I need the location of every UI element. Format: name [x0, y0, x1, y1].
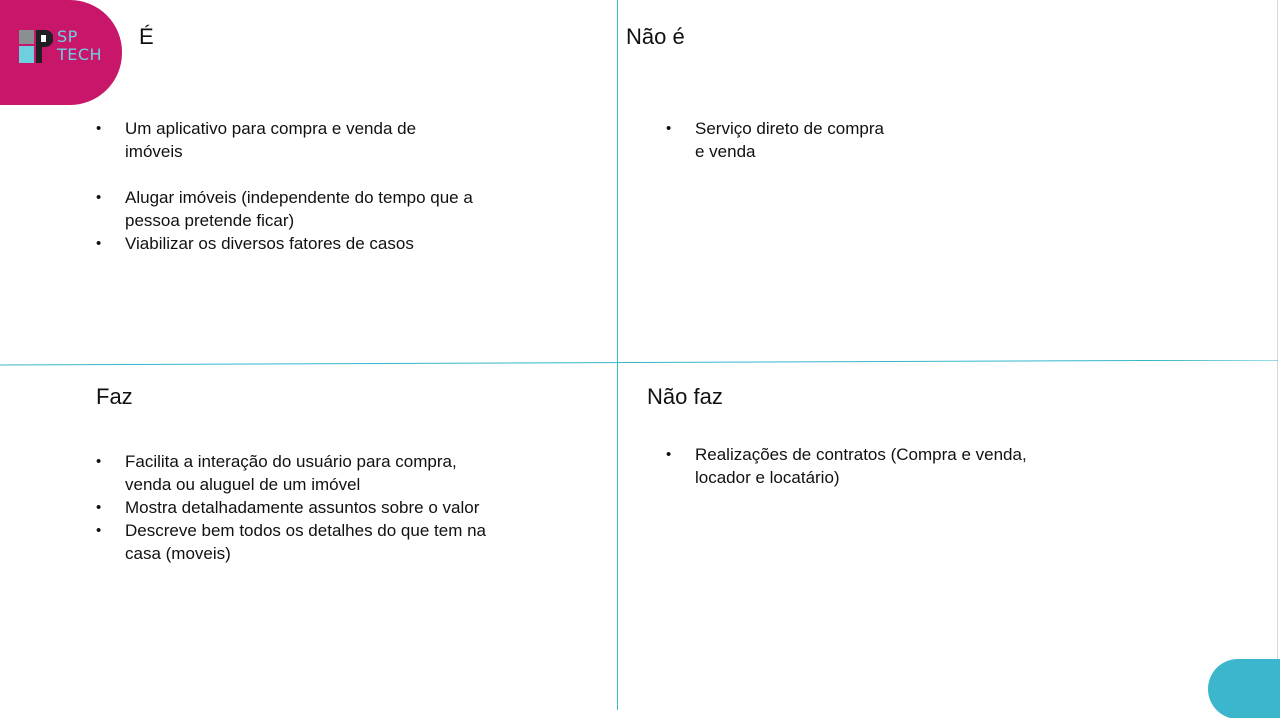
vertical-divider [617, 0, 618, 710]
list-item: • Facilita a interação do usuário para compra, venda ou aluguel de um imóvel [96, 450, 486, 496]
logo-line-sp: SP [57, 27, 78, 46]
sptech-logo-text [57, 28, 102, 64]
heading-is: É [139, 24, 154, 49]
list-item: • Viabilizar os diversos fatores de casos [96, 232, 476, 255]
list-does [96, 450, 486, 565]
list-item: • Mostra detalhadamente assuntos sobre o valor [96, 496, 486, 519]
decorative-pill [1208, 659, 1280, 718]
logo-line-tech: TECH [57, 45, 103, 64]
list-item: • Um aplicativo para compra e venda de imóveis [96, 117, 476, 163]
horizontal-divider [0, 360, 1278, 366]
list-item: • Descreve bem todos os detalhes do que tem na casa (moveis) [96, 519, 486, 565]
sptech-logo-icon [19, 29, 53, 64]
list-item: • Realizações de contratos (Compra e venda, locador e locatário) [666, 443, 1046, 489]
heading-does: Faz [96, 384, 133, 409]
list-is-not [666, 117, 896, 163]
list-item: • Alugar imóveis (independente do tempo que a pessoa pretende ficar) [96, 186, 476, 232]
heading-does-not: Não faz [647, 384, 723, 409]
slide-edge [1277, 0, 1278, 718]
sptech-logo [0, 0, 122, 105]
list-is [96, 117, 476, 255]
list-does-not [666, 443, 1046, 489]
heading-is-not: Não é [626, 24, 685, 49]
list-item: • Serviço direto de compra e venda [666, 117, 896, 163]
